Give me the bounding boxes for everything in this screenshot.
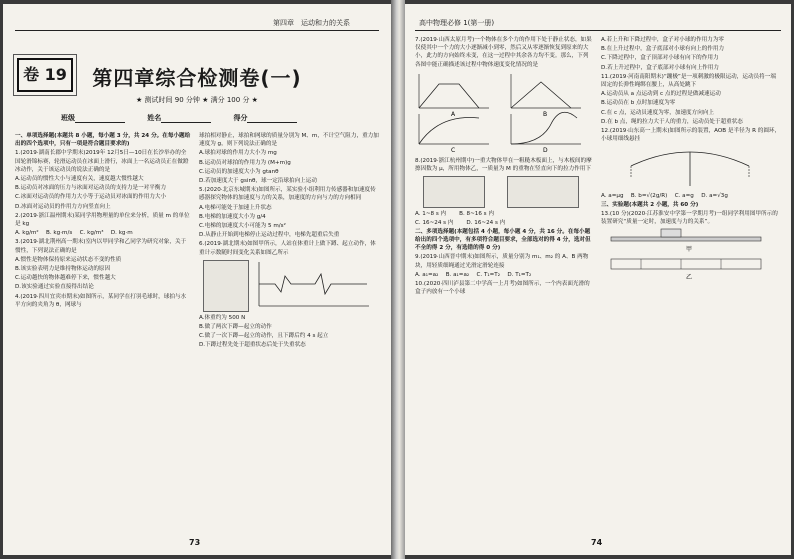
q5-option-b: B.电梯的加速度大小为 g/4	[199, 213, 266, 220]
q8-option-b: B. 8~16 s 内	[459, 211, 494, 218]
q6-option-a: A.体重约为 500 N	[199, 314, 246, 321]
book-gutter	[391, 0, 405, 559]
fig-label-yi: 乙	[686, 274, 693, 282]
q1-option-b: B.运动员对冰面的压力与冰面对运动员的支持力是一对平衡力	[15, 185, 167, 192]
question-3: 3.(2019·湖北荆州高一期末)室内以甲同学和乙同学为研究对象，关于惯性，下列说法正确的是	[15, 239, 187, 254]
left-page	[3, 4, 391, 555]
left-column-1	[15, 132, 191, 310]
question-13: 13.(10 分)(2020·江苏淮安中学第一学期月考)一组同学利用图甲所示的装置研究“质量一定时，加速度与力的关系”。	[601, 211, 778, 226]
right-column-1	[415, 36, 593, 297]
q11-option-b: B.运动员在 b 点时加速度为零	[601, 100, 676, 107]
fig-label-jia: 甲	[686, 246, 693, 254]
q11-option-a: A.运动员从 a 点运动到 c 点的过程是做减速运动	[601, 91, 721, 98]
left-page-number: 73	[189, 538, 201, 547]
question-5: 5.(2020·北京东城期末)如图所示，某实验小组利用力传感器和加速度传感器探究物体的加速度与力的关系，加速度的方向与力的方向相同	[199, 187, 376, 202]
q2-option-d: D. kg·m	[110, 230, 133, 237]
section-2-heading: 二、多项选择题(本题包括 4 小题，每小题 4 分，共 16 分。在每小题给出的四个选项中，有多项符合题目要求，全部选对的得 4 分，选对但不全的得 2 分，有选错的得 0 分)	[415, 228, 591, 252]
q4-option-a: A.球拍对球的作用力大小为 mg	[199, 150, 277, 157]
question-12: 12.(2019·山东高一上期末)如图所示的装置，AOB 是半径为 R 的圆环，小球用细线悬挂	[601, 128, 781, 143]
question-1: 1.(2019·湖南长郡中学期末)2019年 12月5日—10日在长沙举办的全国轮滑锦标赛，轮滑运动员在冰面上滑行，冰面上一名运动员正在做蹬冰动作，关于该运动员的说法正确的是	[15, 150, 189, 173]
q2-options	[15, 229, 191, 237]
question-10: 10.(2020·四川泸县第二中学高一上月考)如图所示，一个内表面光滑的盒子内放有一个小球	[415, 281, 590, 296]
q4-option-b: B.运动员对球拍的作用力为 (M+m)g	[199, 159, 291, 166]
q10-option-b: B.在上升过程中，盒子底部对小球有向上的作用力	[601, 46, 725, 53]
q13-apparatus-figure	[601, 227, 779, 283]
student-fields	[61, 113, 317, 123]
q1-option-c: C.冰面对运动员的作用力大小等于运动员对冰面的作用力大小	[15, 194, 167, 201]
q9-option-a: A. a₁=a₂	[415, 271, 439, 278]
q12-option-c: C. a=g	[674, 192, 694, 199]
q8-graph	[507, 176, 579, 208]
q2-option-c: C. kg/m³	[79, 230, 104, 237]
q9-option-c: C. T₁=T₂	[476, 271, 500, 278]
question-7: 7.(2019·山西太原月考)一个物体在多个力的作用下处于静止状态，如果仅使其中一个力的大小逐渐减小到零，然后又从零逐渐恢复到原来的大小，此力的方向始终未变，在这一过程中其余各力均不变。那么，下列各图中能正确描述该过程中物体速度变化情况的是	[415, 37, 592, 68]
q11-option-c: C.在 c 点，运动员速度为零，加速度方向向上	[601, 109, 715, 116]
q10-option-d: D.若上升过程中，盒子底部对小球有向上作用力	[601, 64, 719, 71]
q1-option-a: A.运动员的惯性大小与速度有关，速度越大惯性越大	[15, 176, 144, 183]
question-4-continued: 球拍相对静止，球拍和网球的质量分别为 M、m，不计空气阻力，重力加速度为 g，则下列说法正确的是	[199, 133, 379, 148]
graph-label-d: D	[543, 146, 548, 154]
q9-options	[415, 271, 593, 279]
right-header: 高中物理必修 1(第一册)	[419, 19, 495, 27]
q12-options	[601, 192, 781, 200]
q3-option-d: D.该实验通过实验直接得出结论	[15, 284, 94, 291]
q10-option-c: C.下降过程中，盒子顶部对小球有向下的作用力	[601, 55, 719, 62]
question-8: 8.(2019·浙江杭州期中)一重大物体甲在一粗糙木板面上，与木板间的摩擦因数为 μ，所用物体乙，一质量为 M 的重物在竖直向下的拉力作用下	[415, 158, 592, 173]
q5-option-c: C.电梯的加速度大小可能为 5 m/s²	[199, 223, 286, 230]
q7-velocity-graphs	[415, 70, 591, 154]
q4-option-d: D.若加速度大于 gsinθ，球一定沿球拍向上运动	[199, 178, 317, 185]
left-column-2	[199, 132, 379, 351]
q12-umbrella-figure	[601, 144, 779, 188]
right-column-2	[601, 36, 781, 287]
q2-option-a: A. kg/m²	[15, 230, 39, 237]
q12-option-b: B. b=√(2g/R)	[630, 192, 668, 199]
graph-label-c: C	[451, 146, 456, 154]
q5-option-d: D.从静止开始到电梯停止运动过程中，电梯先超重后失重	[199, 232, 340, 239]
force-time-graph	[255, 260, 373, 310]
weighing-photo	[203, 260, 249, 312]
right-page	[405, 4, 791, 555]
right-header-rule	[415, 30, 781, 31]
left-header-rule	[15, 30, 379, 31]
question-4: 4.(2019·四川宜宾市期末)如图所示，某同学在打羽毛球时，球拍与水平方向的夹角为 θ，网球与	[15, 293, 187, 308]
q8-option-c: C. 16~24 s 内	[415, 219, 454, 226]
q1-option-d: D.冰面对运动员的作用力方向竖直向上	[15, 203, 111, 210]
graph-label-a: A	[451, 110, 456, 118]
q8-option-d: D. 16~24 s 内	[466, 219, 506, 226]
exam-title: 第四章综合检测卷(一)	[92, 66, 302, 90]
q6-option-c: C.做了一次下蹲—起立的动作，且下蹲后约 4 s 起立	[199, 333, 329, 340]
q12-option-d: D. a=√3g	[701, 192, 728, 199]
graph-label-b: B	[543, 110, 548, 118]
name-field[interactable]	[147, 113, 221, 123]
q10-option-a: A.若上升和下降过程中，盒子对小球的作用力为零	[601, 37, 724, 43]
q6-option-b: B.做了两次下蹲—起立的动作	[199, 324, 272, 331]
class-field[interactable]	[61, 113, 135, 123]
name-label: 姓名	[147, 114, 162, 122]
q3-option-c: C.运动越快的物体越难停下来，惯性越大	[15, 275, 116, 282]
exam-subtitle: ★ 测试时间 90 分钟 ★ 满分 100 分 ★	[136, 96, 258, 104]
q8-apparatus	[423, 176, 485, 208]
question-2: 2.(2019·浙江温州期末)某同学用物理量的单位来分析，质量 m 的单位是 kg	[15, 212, 190, 228]
question-11: 11.(2019·河南南阳期末)“蹦极”是一项刺激的极限运动，运动员将一端固定的长弹性绳绑在腰上，从高处跳下	[601, 73, 776, 89]
section-3-heading: 三、实验题(本题共 2 小题，共 60 分)	[601, 201, 699, 208]
q3-option-b: B.该实验表明力是维持物体运动的原因	[15, 266, 111, 273]
q4-option-c: C.运动员的加速度大小为 gtanθ	[199, 168, 279, 175]
score-label: 得分	[233, 114, 248, 122]
class-label: 班级	[61, 114, 75, 122]
question-9: 9.(2019·山西晋中期末)如图所示，质量分别为 m₁、m₂ 的 A、B 两物块，用轻质细绳通过光滑定滑轮连接	[415, 254, 589, 269]
q12-option-a: A. a=μg	[601, 192, 624, 199]
q9-option-d: D. T₁=T₂	[507, 271, 532, 278]
q8-options	[415, 210, 593, 226]
q8-figure	[415, 174, 593, 210]
q11-option-d: D.在 b 点，绳的拉力大于人的重力，运动员处于超重状态	[601, 118, 743, 125]
q9-option-b: B. a₁=a₂	[445, 271, 470, 278]
q3-option-a: A.惯性是物体保持原来运动状态不变的性质	[15, 256, 122, 263]
right-page-number: 74	[591, 538, 603, 547]
q5-option-a: A.电梯可能处于加速上升状态	[199, 204, 272, 211]
score-field[interactable]	[233, 113, 307, 123]
q6-figure	[199, 258, 379, 314]
left-header: 第四章 运动和力的关系	[273, 19, 350, 27]
q6-option-d: D.下蹲过程先处于超重状态后处于失重状态	[199, 342, 306, 349]
q8-option-a: A. 1~8 s 内	[415, 211, 447, 218]
question-6: 6.(2019·湖北期末)如图甲所示，人站在体重计上做下蹲、起立动作，体重计示数随时间变化关系如图乙所示	[199, 241, 376, 256]
q2-option-b: B. kg·m/s	[46, 230, 73, 237]
section-1-heading: 一、单项选择题(本题共 8 小题，每小题 3 分，共 24 分。在每小题给出的四个选项中，只有一项是符合题目要求的)	[15, 133, 191, 148]
exam-badge: 卷 19	[17, 58, 73, 92]
